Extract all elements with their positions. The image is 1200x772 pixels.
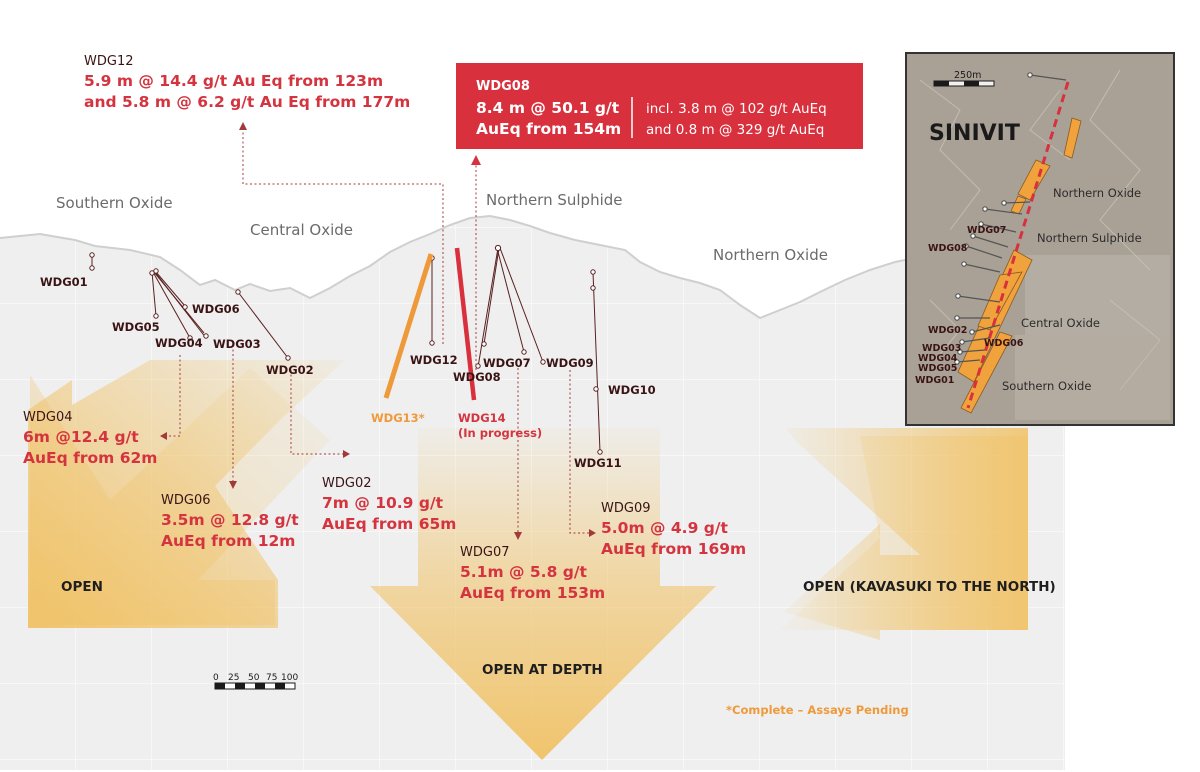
inset-hole-wdg06: WDG06 — [984, 338, 1024, 349]
inset-zone-northern-sulphide: Northern Sulphide — [1037, 231, 1142, 245]
zone-label-southern-oxide: Southern Oxide — [56, 194, 173, 212]
inset-title: SINIVIT — [929, 121, 1020, 146]
hole-label-wdg14: WDG14 — [458, 411, 506, 425]
inset-map — [906, 53, 1174, 425]
result-wdg04-line2: AuEq from 62m — [23, 449, 158, 467]
hole-status-wdg14: (In progress) — [458, 426, 543, 440]
hole-label-wdg10: WDG10 — [608, 383, 656, 397]
open-label-right: OPEN (KAVASUKI TO THE NORTH) — [803, 579, 1056, 595]
result-wdg08-line2: AuEq from 154m — [476, 120, 622, 138]
result-wdg07-line2: AuEq from 153m — [460, 584, 606, 602]
inset-hole-wdg04: WDG04 — [918, 353, 958, 364]
inset-hole-wdg05: WDG05 — [918, 363, 958, 374]
result-wdg08-banner — [456, 63, 863, 149]
result-wdg07-line1: 5.1m @ 5.8 g/t — [460, 563, 587, 581]
hole-label-wdg07: WDG07 — [483, 356, 531, 370]
inset-zone-southern-oxide: Southern Oxide — [1002, 379, 1092, 393]
result-wdg04-line1: 6m @12.4 g/t — [23, 428, 139, 446]
hole-label-wdg03: WDG03 — [213, 337, 261, 351]
hole-label-wdg13: WDG13* — [371, 411, 425, 425]
inset-hole-wdg03: WDG03 — [922, 343, 962, 354]
result-wdg06-line2: AuEq from 12m — [161, 532, 296, 550]
result-wdg09-name: WDG09 — [601, 501, 651, 516]
footnote-assays-pending: *Complete – Assays Pending — [726, 703, 909, 717]
hole-label-wdg08: WDG08 — [453, 370, 501, 384]
hole-label-wdg12: WDG12 — [410, 353, 458, 367]
result-wdg12-line1: 5.9 m @ 14.4 g/t Au Eq from 123m — [84, 72, 384, 90]
zone-label-northern-oxide: Northern Oxide — [713, 246, 828, 264]
result-wdg06-line1: 3.5m @ 12.8 g/t — [161, 511, 299, 529]
inset-zone-central-oxide: Central Oxide — [1021, 316, 1100, 330]
hole-label-wdg05: WDG05 — [112, 320, 160, 334]
result-wdg12 — [84, 54, 410, 111]
hole-label-wdg09: WDG09 — [546, 356, 594, 370]
inset-hole-wdg01: WDG01 — [915, 375, 955, 386]
result-wdg08-name: WDG08 — [476, 79, 530, 94]
result-wdg08-line1: 8.4 m @ 50.1 g/t — [476, 99, 620, 117]
result-wdg02-name: WDG02 — [322, 476, 372, 491]
result-wdg09-line2: AuEq from 169m — [601, 540, 747, 558]
hole-label-wdg11: WDG11 — [574, 456, 622, 470]
result-wdg12-name: WDG12 — [84, 54, 134, 69]
hole-label-wdg01: WDG01 — [40, 275, 88, 289]
zone-label-central-oxide: Central Oxide — [250, 221, 353, 239]
result-wdg07-name: WDG07 — [460, 545, 510, 560]
scale-tick-25: 25 — [228, 673, 240, 683]
inset-hole-wdg07: WDG07 — [967, 225, 1007, 236]
scale-tick-50: 50 — [248, 673, 260, 683]
scale-tick-0: 0 — [213, 673, 219, 683]
result-wdg04-name: WDG04 — [23, 410, 73, 425]
result-wdg12-line2: and 5.8 m @ 6.2 g/t Au Eq from 177m — [84, 93, 411, 111]
result-wdg09-line1: 5.0m @ 4.9 g/t — [601, 519, 728, 537]
inset-zone-northern-oxide: Northern Oxide — [1053, 186, 1142, 200]
inset-hole-wdg08: WDG08 — [928, 243, 968, 254]
scale-tick-100: 100 — [281, 673, 299, 683]
inset-hole-wdg02: WDG02 — [928, 325, 968, 336]
result-wdg02-line1: 7m @ 10.9 g/t — [322, 494, 444, 512]
result-wdg08-incl1: incl. 3.8 m @ 102 g/t AuEq — [646, 101, 827, 117]
result-wdg08-incl2: and 0.8 m @ 329 g/t AuEq — [646, 122, 825, 138]
hole-label-wdg04: WDG04 — [155, 336, 203, 350]
open-label-left: OPEN — [61, 579, 103, 595]
result-wdg06-name: WDG06 — [161, 493, 211, 508]
hole-label-wdg06: WDG06 — [192, 302, 240, 316]
result-wdg02-line2: AuEq from 65m — [322, 515, 457, 533]
open-label-depth: OPEN AT DEPTH — [482, 662, 603, 678]
hole-label-wdg02: WDG02 — [266, 363, 314, 377]
inset-scale-label: 250m — [954, 70, 982, 81]
zone-label-northern-sulphide: Northern Sulphide — [486, 191, 623, 209]
scale-tick-75: 75 — [266, 673, 278, 683]
